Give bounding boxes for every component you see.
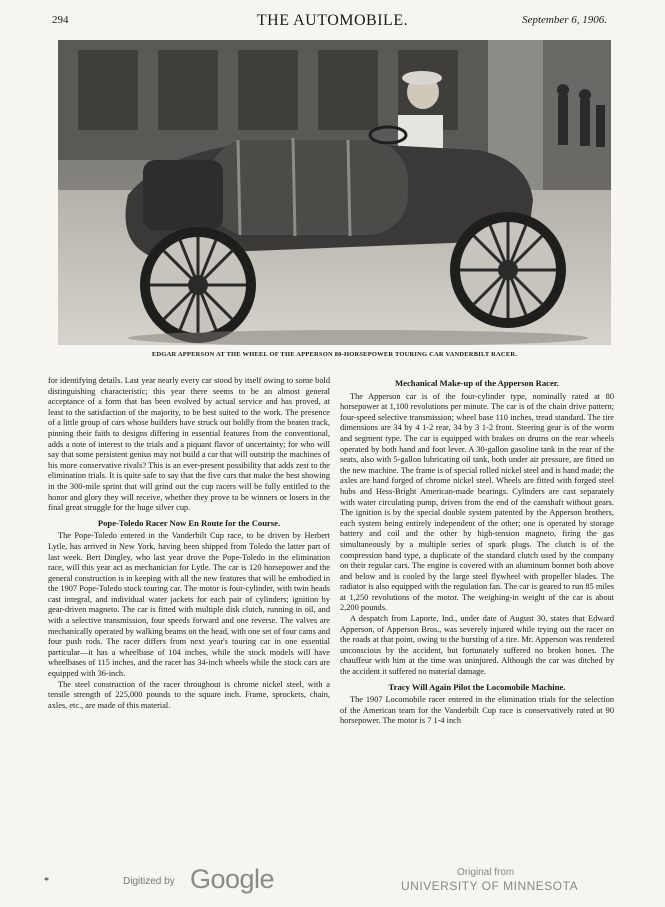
margin-mark: * <box>44 876 49 887</box>
digitization-footer <box>0 864 665 900</box>
issue-date: September 6, 1906. <box>522 14 607 26</box>
heading-locomobile: Tracy Will Again Pilot the Locomobile Machine. <box>388 681 566 692</box>
photo-caption: EDGAR APPERSON AT THE WHEEL OF THE APPERSON 80-HORSEPOWER TOURING CAR VANDERBILT RACER. <box>151 351 518 358</box>
original-from-label: Original from <box>457 867 515 878</box>
photo-illustration <box>58 40 611 345</box>
left-column <box>48 376 330 711</box>
page-number: 294 <box>52 14 69 26</box>
google-logo: Google <box>190 864 275 894</box>
right-column <box>340 376 614 727</box>
race-car-photo <box>58 40 611 345</box>
publication-title: THE AUTOMOBILE. <box>256 12 409 29</box>
heading-apperson: Mechanical Make-up of the Apperson Racer. <box>395 378 559 388</box>
left-paragraph-3: The steel construction of the racer throughout is chrome nickel steel, with a tensile strength of 225,000 pounds to the square inch. Frame, sprockets, chain, axles, etc., are made of this material. <box>48 679 330 710</box>
institution-label: UNIVERSITY OF MINNESOTA <box>401 879 579 893</box>
left-paragraph-2: The Pope-Toledo entered in the Vanderbilt Cup race, to be driven by Herbert Lytle, has arrived in New York, having been shipped from Toledo the latter part of last week. Bert Dingley, who last year drove the Pope-Toledo in the elimination race, will this year act as mechanician for Lytle. The car is 120 horsepower and the general construction is in keeping with all the new features that will be embodied in the 1907 Pope-Toledo stock touring car. The motor is four-cylinder, with twin heads cast integral, and individual water jackets for each pair of cylinders; ignition by gear-driven magneto. The car is fitted with multiple disk clutch, running in oil, and with a selective transmission, four speeds forward and one reverse. The valves are mechanically operated by walking beams on the head, with one set of four cams and four push rods. The racer differs from next year's touring car in one essential particular—it has a wheelbase of 104 inches, while the stock models will have wheelbases of 115 inches, and the racer has 34-inch wheels while the stock cars are equipped with 36-inch. <box>48 531 330 679</box>
right-paragraph-2: A despatch from Laporte, Ind., under date of August 30, states that Edward Apperson, of Apperson Bros., was severely injured while trying out the racer on the roads at that point, owing to the bursting of a tire. Mr. Apperson was rendered unconscious by the accident, but fortunately suffered no broken bones. The chauffeur with him at the time was uninjured. Although the car was ditched by the accident it suffered no material damage. <box>340 614 614 677</box>
page-header <box>0 12 665 32</box>
right-paragraph-3: The 1907 Locomobile racer entered in the elimination trials for the selection of the American team for the Vanderbilt Cup race is conservatively rated at 90 horsepower. The motor is 7 1-4 inch <box>340 695 614 726</box>
digitized-by-label: Digitized by <box>123 876 175 887</box>
heading-pope-toledo: Pope-Toledo Racer Now En Route for the Course. <box>97 517 281 528</box>
right-paragraph-1: The Apperson car is of the four-cylinder type, nominally rated at 80 horsepower at 1,100 revolutions per minute. The car is of the chain drive pattern; four-speed selective transmission; wheel base 110 inches, tread standard. The tire dimensions are 34 by 4 1-2 rear, 34 by 3 1-2 front. Steering gear is of the worm and segment type. The car is equipped with brakes on drums on the rear wheels operated by both hand and foot lever. A 30-gallon gasoline tank in the rear of the seats, also with 5-gallon lubricating oil tank, both under air pressure, are fitted on the new machine. The frame is of special rolled nickel steel and is hand made; the axles are hand forged of chrome nickel steel. Wheels are fitted with forged steel hubs and Hess-Bright American-made bearings. Cylinders are cast separately with water circulating pump, driven from the end of the camshaft without gears. The ignition is by the special double system patented by the Apperson brothers, each system being entirely independent of the other; one is operated by storage battery and coil and the other by high-tension magneto, firing the gas simultaneously by a multiple series of spark plugs. The clutch is of the compression band type, a duplicate of the standard clutch used by the company on their regular cars. The engine is covered with an aluminum bonnet both above and below and is cooled by the large steel flywheel with propeller blades. The radiator is also equipped with the regulation fan. The car is geared to run 85 miles at 1,250 revolutions of the motor. The weighing-in weight of the car is about 2,200 pounds. <box>340 391 614 613</box>
left-paragraph-1: for identifying details. Last year nearly every car stood by itself owing to some bold distinguishing characteristic; this year there seems to be an almost general acceptance of a form that has been evolved by actual service and has proved, at least to the satisfaction of the majority, to be best suited to the work. The presence of a little group of cars whose builders have struck out boldly from the beaten track, pinning their faith to designs differing in essential features from the conventional, adds a note of interest to the trials and a piquant flavor of uncertainty; for who will say that some persistent genius may not build a car that will outstrip the machines of his more conservative rivals? This is an ever-present possibility that adds zest to the elimination trials. It is quite safe to say that the five cars that make the best showing in the 300-mile sprint that will grind out the cup racers will be fully entitled to the honor and glory they will receive, whether they prove to be winners or losers in the final great struggle for the huge silver cup. <box>48 376 331 513</box>
